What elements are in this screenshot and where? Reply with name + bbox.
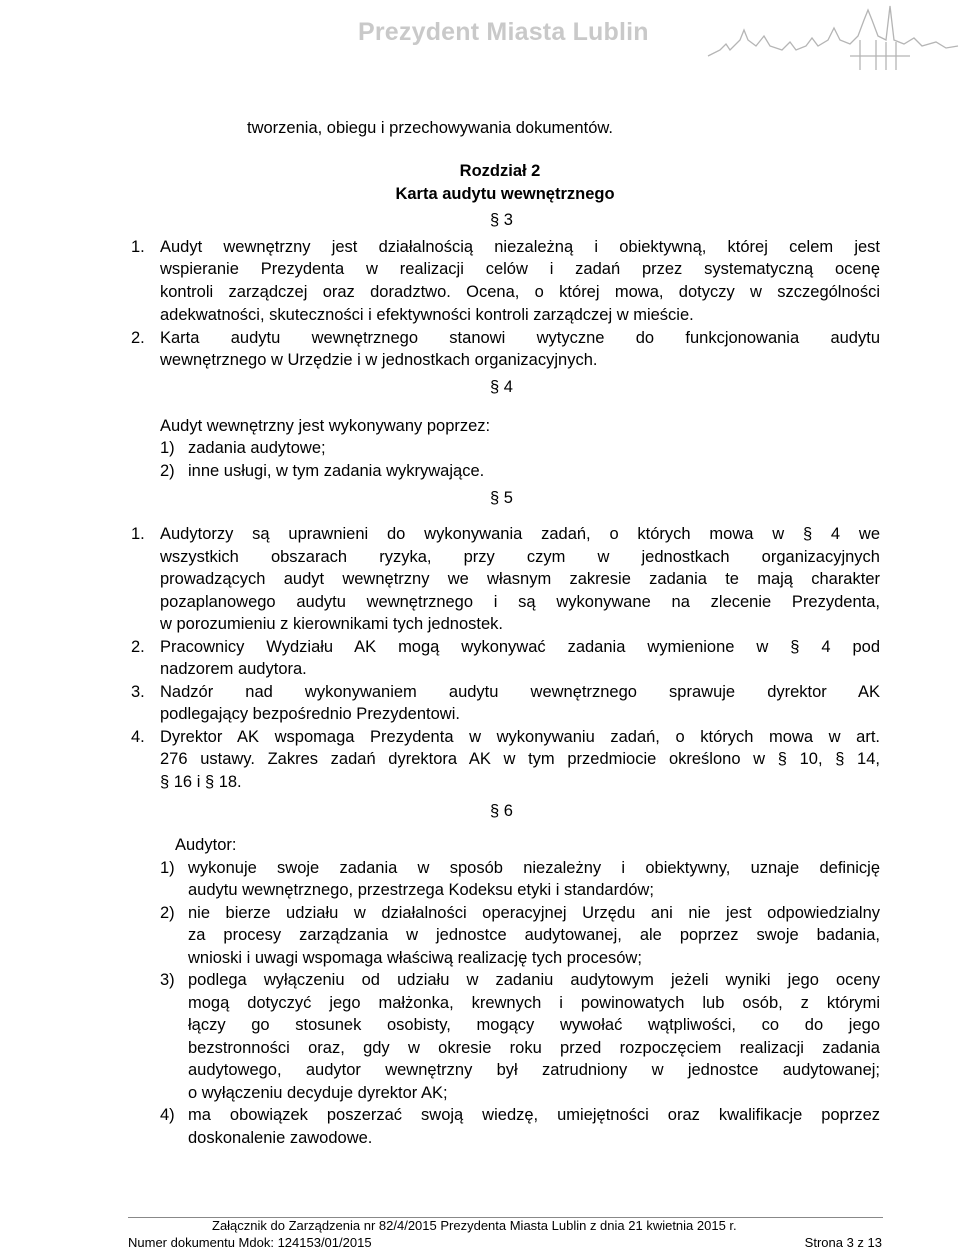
s4-intro: Audyt wewnętrzny jest wykonywany poprzez: — [160, 417, 491, 435]
s3-p1-line: kontroli zarządczej oraz doradztwo. Ocena, o której mowa, dotyczy w szczególności — [160, 283, 880, 301]
s4-item-num: 2) — [160, 462, 175, 480]
s3-p2-num: 2. — [131, 329, 145, 347]
s5-item-line: 276 ustawy. Zakres zadań dyrektora AK w tym przedmiocie określono w § 10, § 14, — [160, 750, 880, 768]
s6-item-line: za procesy zarządzania w jednostce audytowanej, ale poprzez swoje badania, — [188, 926, 880, 944]
s6-item-line: podlega wyłączeniu od udziału w zadaniu audytowym jeżeli wyniki jego oceny — [188, 971, 880, 989]
footer-attachment: Załącznik do Zarządzenia nr 82/4/2015 Prezydenta Miasta Lublin z dnia 21 kwietnia 2015 r. — [212, 1218, 737, 1233]
s5-item-line: Nadzór nad wykonywaniem audytu wewnętrznego sprawuje dyrektor AK — [160, 683, 880, 701]
s5-item-num: 1. — [131, 525, 145, 543]
s5-item-line: pozaplanowego audytu wewnętrznego i są wykonywane na zlecenie Prezydenta, — [160, 593, 880, 611]
s6-item-num: 1) — [160, 859, 175, 877]
footer-page-number: Strona 3 z 13 — [804, 1235, 882, 1250]
s5-item-num: 2. — [131, 638, 145, 656]
s5-item-line: Audytorzy są uprawnieni do wykonywania zadań, o których mowa w § 4 we — [160, 525, 880, 543]
s3-p1-line: wspieranie Prezydenta w realizacji celów i zadań przez systematyczną ocenę — [160, 260, 880, 278]
section-5-sign: § 5 — [490, 489, 513, 507]
s5-item-line: § 16 i § 18. — [160, 773, 242, 791]
s5-item-line: Pracownicy Wydziału AK mogą wykonywać zadania wymienione w § 4 pod — [160, 638, 880, 656]
s4-item-text: inne usługi, w tym zadania wykrywające. — [188, 462, 485, 480]
section-6-sign: § 6 — [490, 802, 513, 820]
s5-item-line: w porozumieniu z kierownikami tych jednostek. — [160, 615, 503, 633]
s4-item-num: 1) — [160, 439, 175, 457]
intro-line: tworzenia, obiegu i przechowywania dokumentów. — [247, 119, 613, 137]
s6-item-line: wykonuje swoje zadania w sposób niezależny i obiektywny, uznaje definicję — [188, 859, 880, 877]
section-4-sign: § 4 — [490, 378, 513, 396]
section-3-sign: § 3 — [490, 211, 513, 229]
s6-item-line: doskonalenie zawodowe. — [188, 1129, 373, 1147]
s6-item-line: mogą dotyczyć jego małżonka, krewnych i powinowatych lub osób, z którymi — [188, 994, 880, 1012]
s6-item-line: ma obowiązek poszerzać swoją wiedzę, umiejętności oraz kwalifikacje poprzez — [188, 1106, 880, 1124]
s5-item-line: prowadzących audyt wewnętrzny we własnym zakresie zadania te mają charakter — [160, 570, 880, 588]
s6-item-num: 4) — [160, 1106, 175, 1124]
s6-item-line: audytu wewnętrznego, przestrzega Kodeksu etyki i standardów; — [188, 881, 654, 899]
s3-p1-line: adekwatności, skuteczności i efektywności kontroli zarządczej w mieście. — [160, 306, 694, 324]
footer-doc-number: Numer dokumentu Mdok: 124153/01/2015 — [128, 1235, 372, 1250]
header-title: Prezydent Miasta Lublin — [358, 18, 649, 46]
s3-p2-line: Karta audytu wewnętrznego stanowi wytyczne do funkcjonowania audytu — [160, 329, 880, 347]
s4-item-text: zadania audytowe; — [188, 439, 326, 457]
s6-item-line: audytowego, audytor wewnętrzny był zatrudniony w jednostce audytowanej; — [188, 1061, 880, 1079]
s6-item-line: łączy go stosunek osobisty, mogący wywołać wątpliwości, co do jego — [188, 1016, 880, 1034]
s6-item-num: 2) — [160, 904, 175, 922]
s6-item-line: o wyłączeniu decyduje dyrektor AK; — [188, 1084, 448, 1102]
s5-item-line: wszystkich obszarach ryzyka, przy czym w jednostkach organizacyjnych — [160, 548, 880, 566]
chapter-title: Karta audytu wewnętrznego — [395, 185, 615, 203]
s6-item-line: wnioski i uwagi wspomaga właściwą realizację tych procesów; — [188, 949, 642, 967]
lublin-skyline-icon — [700, 0, 960, 80]
s6-item-line: bezstronności oraz, gdy w okresie roku przed rozpoczęciem realizacji zadania — [188, 1039, 880, 1057]
s5-item-line: podlegający bezpośrednio Prezydentowi. — [160, 705, 460, 723]
s5-item-num: 4. — [131, 728, 145, 746]
s3-p1-line: Audyt wewnętrzny jest działalnością niezależną i obiektywną, której celem jest — [160, 238, 880, 256]
s5-item-num: 3. — [131, 683, 145, 701]
s3-p1-num: 1. — [131, 238, 145, 256]
s3-p2-line: wewnętrznego w Urzędzie i w jednostkach organizacyjnych. — [160, 351, 598, 369]
chapter-number: Rozdział 2 — [459, 162, 541, 180]
s5-item-line: Dyrektor AK wspomaga Prezydenta w wykonywaniu zadań, o których mowa w art. — [160, 728, 880, 746]
s5-item-line: nadzorem audytora. — [160, 660, 307, 678]
s6-item-line: nie bierze udziału w działalności operacyjnej Urzędu ani nie jest odpowiedzialny — [188, 904, 880, 922]
s6-intro: Audytor: — [175, 836, 237, 854]
s6-item-num: 3) — [160, 971, 175, 989]
